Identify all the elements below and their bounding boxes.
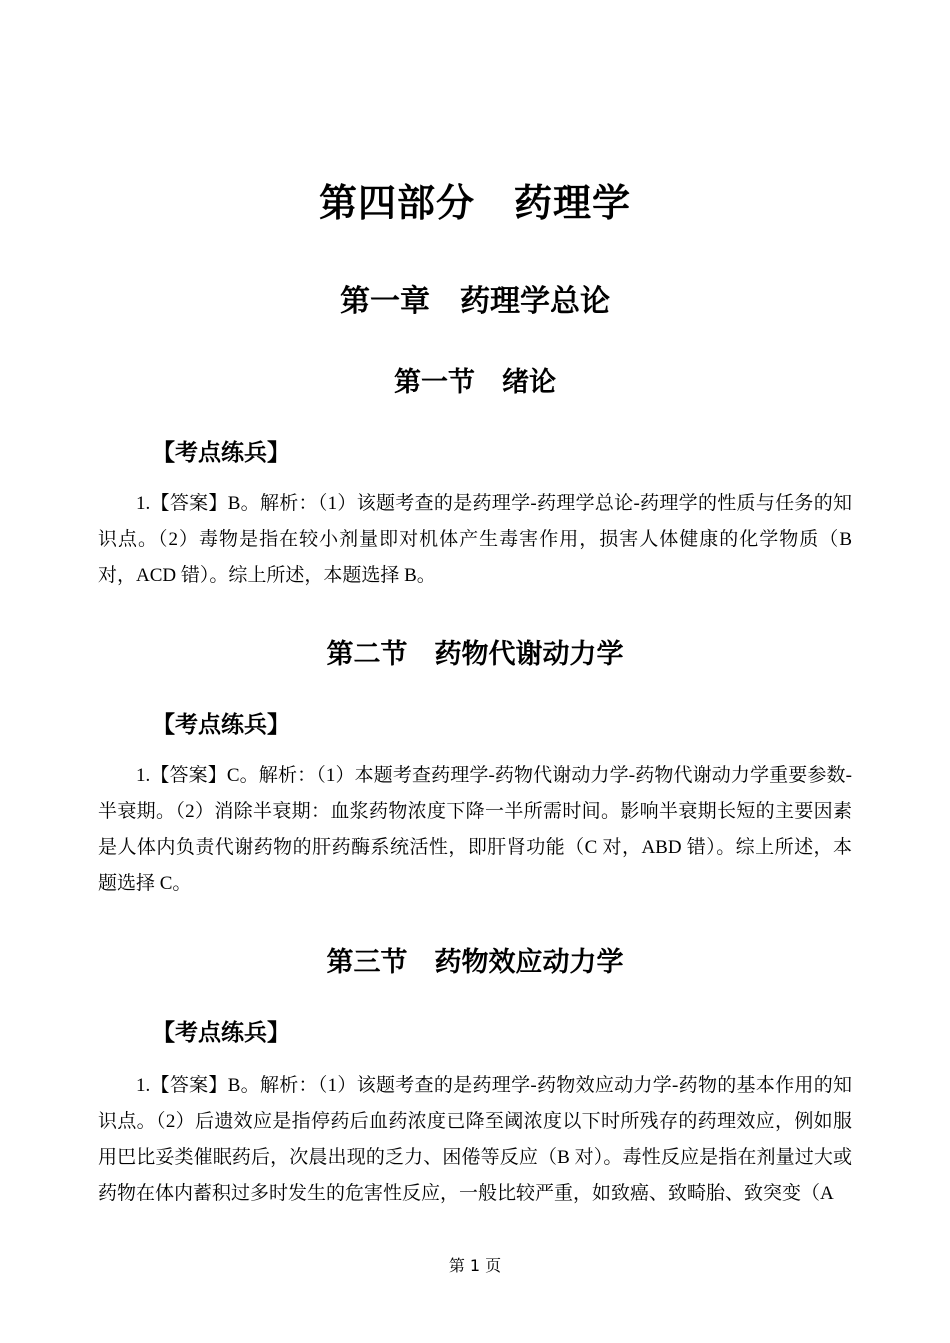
- section-paragraph-2: 1.【答案】C。解析：（1）本题考查药理学-药物代谢动力学-药物代谢动力学重要参数-半衰期。（2）消除半衰期：血浆药物浓度下降一半所需时间。影响半衰期长短的主要因素是人体内负责代谢药物的肝药酶系统活性，即肝肾功能（C 对，ABD 错）。综上所述，本题选择 C。: [98, 765, 852, 894]
- section-subheading-3: 【考点练兵】: [152, 1020, 290, 1046]
- section-subheading-2: 【考点练兵】: [152, 712, 290, 738]
- section-paragraph-3: 1.【答案】B。解析：（1）该题考查的是药理学-药物效应动力学-药物的基本作用的知识点。（2）后遗效应是指停药后血药浓度已降至阈浓度以下时所残存的药理效应，例如服用巴比妥类催眠药后，次晨出现的乏力、困倦等反应（B 对）。毒性反应是指在剂量过大或药物在体内蓄积过多时发生的危害性反应，一般比较严重，如致癌、致畸胎、致突变（A: [98, 1075, 852, 1204]
- section-title-2: 第二节 药物代谢动力学: [326, 639, 624, 670]
- section-title-3: 第三节 药物效应动力学: [326, 947, 624, 978]
- section-title-1: 第一节 绪论: [394, 367, 556, 398]
- page-number: 第 1 页: [448, 1256, 502, 1275]
- part-title: 第四部分 药理学: [318, 180, 631, 225]
- section-subheading-1: 【考点练兵】: [152, 440, 290, 466]
- section-paragraph-1: 1.【答案】B。解析：（1）该题考查的是药理学-药理学总论-药理学的性质与任务的知识点。（2）毒物是指在较小剂量即对机体产生毒害作用，损害人体健康的化学物质（B 对，ACD 错）。综上所述，本题选择 B。: [98, 493, 852, 586]
- chapter-title: 第一章 药理学总论: [340, 284, 610, 319]
